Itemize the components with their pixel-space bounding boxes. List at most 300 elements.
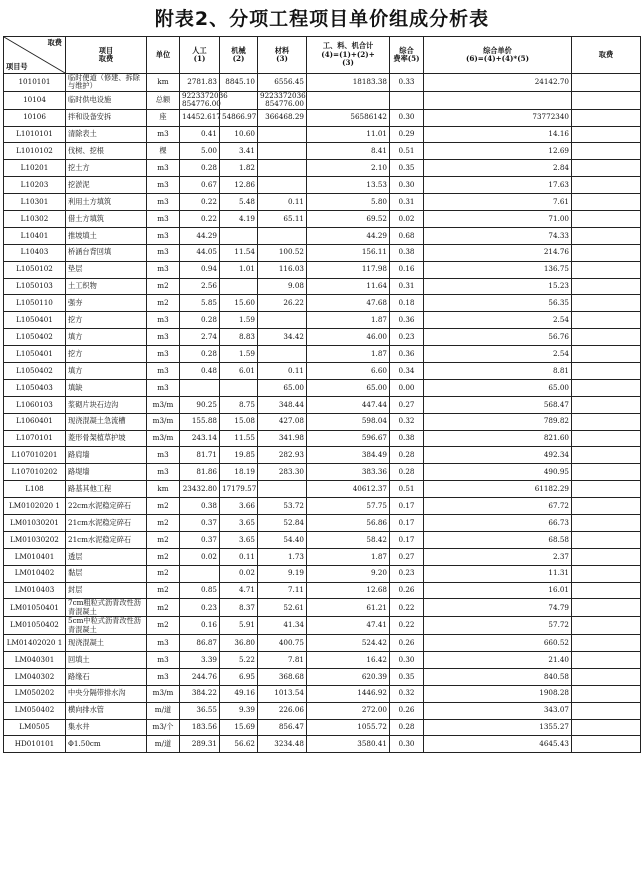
header-sum: 工、料、机合计 (4)=(1)+(2)+ (3) xyxy=(307,37,390,74)
row-code: LM040301 xyxy=(4,651,66,668)
row-fee xyxy=(572,668,641,685)
row-labor: 244.76 xyxy=(180,668,220,685)
row-unit: m3 xyxy=(147,261,180,278)
row-code: LM010401 xyxy=(4,548,66,565)
row-name: 5cm中粒式沥青改性沥青混凝土 xyxy=(66,617,147,635)
row-unit: m3/个 xyxy=(147,719,180,736)
row-code: L10201 xyxy=(4,160,66,177)
row-material: 341.98 xyxy=(258,430,307,447)
corner-header xyxy=(4,37,66,74)
table-row xyxy=(4,227,641,244)
table-row xyxy=(4,126,641,143)
row-material: 52.61 xyxy=(258,599,307,617)
row-sum: 16.42 xyxy=(307,651,390,668)
row-code: L1010102 xyxy=(4,143,66,160)
row-code: L10301 xyxy=(4,194,66,211)
row-unit: m3 xyxy=(147,177,180,194)
row-rate: 0.38 xyxy=(390,430,424,447)
row-code: L1050402 xyxy=(4,362,66,379)
row-fee xyxy=(572,413,641,430)
row-fee xyxy=(572,160,641,177)
row-material: 3234.48 xyxy=(258,736,307,753)
table-row xyxy=(4,160,641,177)
table-row xyxy=(4,464,641,481)
row-sum: 69.52 xyxy=(307,210,390,227)
table-row xyxy=(4,244,641,261)
row-unit: m/道 xyxy=(147,736,180,753)
row-material: 52.84 xyxy=(258,515,307,532)
row-material: 427.08 xyxy=(258,413,307,430)
row-price: 73772340 xyxy=(424,109,572,126)
row-code: 1010101 xyxy=(4,74,66,92)
row-material: 348.44 xyxy=(258,396,307,413)
row-unit: m3/m xyxy=(147,396,180,413)
row-labor: 44.29 xyxy=(180,227,220,244)
table-row xyxy=(4,702,641,719)
row-price: 16.01 xyxy=(424,582,572,599)
header-rate: 综合 费率(5) xyxy=(390,37,424,74)
row-name: 借土方填筑 xyxy=(66,210,147,227)
row-rate: 0.32 xyxy=(390,685,424,702)
row-sum: 47.41 xyxy=(307,617,390,635)
row-unit: m/道 xyxy=(147,702,180,719)
row-sum: 9.20 xyxy=(307,565,390,582)
row-machine xyxy=(220,379,258,396)
row-fee xyxy=(572,74,641,92)
row-code: L1050102 xyxy=(4,261,66,278)
row-rate: 0.26 xyxy=(390,702,424,719)
row-machine: 54866.97 xyxy=(220,109,258,126)
row-name: 透层 xyxy=(66,548,147,565)
table-row xyxy=(4,447,641,464)
row-material: 0.11 xyxy=(258,362,307,379)
row-sum: 447.44 xyxy=(307,396,390,413)
row-name: 现浇混凝土 xyxy=(66,635,147,652)
row-code: LM01050401 xyxy=(4,599,66,617)
row-labor: 2.56 xyxy=(180,278,220,295)
row-code: L1060103 xyxy=(4,396,66,413)
table-row xyxy=(4,312,641,329)
row-price: 56.35 xyxy=(424,295,572,312)
row-labor: 81.71 xyxy=(180,447,220,464)
row-code: L1070101 xyxy=(4,430,66,447)
row-rate: 0.30 xyxy=(390,109,424,126)
row-machine: 0.11 xyxy=(220,548,258,565)
row-fee xyxy=(572,312,641,329)
row-labor: 9223372036 854776.00 xyxy=(180,91,220,109)
row-machine: 1.59 xyxy=(220,346,258,363)
row-code: L10302 xyxy=(4,210,66,227)
row-name: 临时便道（修建、拆除与维护） xyxy=(66,74,147,92)
row-code: LM01050402 xyxy=(4,617,66,635)
row-name: 7cm粗粒式沥青改性沥青混凝土 xyxy=(66,599,147,617)
row-material: 100.52 xyxy=(258,244,307,261)
row-labor: 2781.83 xyxy=(180,74,220,92)
row-machine: 18.19 xyxy=(220,464,258,481)
row-rate: 0.68 xyxy=(390,227,424,244)
row-material xyxy=(258,160,307,177)
row-price: 8.81 xyxy=(424,362,572,379)
row-name: 菱形骨架植草护坡 xyxy=(66,430,147,447)
row-material: 116.03 xyxy=(258,261,307,278)
row-material: 65.11 xyxy=(258,210,307,227)
row-machine: 17179.57 xyxy=(220,481,258,498)
row-machine: 15.60 xyxy=(220,295,258,312)
row-sum: 2.10 xyxy=(307,160,390,177)
corner-bottom-label: 项目号 xyxy=(6,61,28,71)
row-price: 7.61 xyxy=(424,194,572,211)
row-rate: 0.34 xyxy=(390,362,424,379)
row-labor: 2.74 xyxy=(180,329,220,346)
row-unit: m3 xyxy=(147,126,180,143)
row-name: 填缺 xyxy=(66,379,147,396)
row-unit: m3 xyxy=(147,160,180,177)
row-rate: 0.22 xyxy=(390,599,424,617)
row-sum: 156.11 xyxy=(307,244,390,261)
row-unit: m3 xyxy=(147,244,180,261)
header-unit: 单位 xyxy=(147,37,180,74)
row-name: 伐树、挖根 xyxy=(66,143,147,160)
row-price: 71.00 xyxy=(424,210,572,227)
row-name: 路肩墙 xyxy=(66,447,147,464)
row-machine: 15.69 xyxy=(220,719,258,736)
row-unit: m3 xyxy=(147,635,180,652)
table-row xyxy=(4,177,641,194)
row-machine: 49.16 xyxy=(220,685,258,702)
row-unit: m2 xyxy=(147,515,180,532)
row-rate: 0.22 xyxy=(390,617,424,635)
row-material: 282.93 xyxy=(258,447,307,464)
row-labor: 81.86 xyxy=(180,464,220,481)
row-name: 现浇混凝土急流槽 xyxy=(66,413,147,430)
row-labor: 5.00 xyxy=(180,143,220,160)
row-code: L1050110 xyxy=(4,295,66,312)
row-sum: 46.00 xyxy=(307,329,390,346)
row-name: 黏层 xyxy=(66,565,147,582)
header-fee: 取费 xyxy=(572,37,641,74)
table-row xyxy=(4,379,641,396)
row-code: L1050103 xyxy=(4,278,66,295)
row-code: 10104 xyxy=(4,91,66,109)
row-unit: m3 xyxy=(147,346,180,363)
row-price: 789.82 xyxy=(424,413,572,430)
row-material: 368.68 xyxy=(258,668,307,685)
row-price: 821.60 xyxy=(424,430,572,447)
row-fee xyxy=(572,194,641,211)
row-price: 840.58 xyxy=(424,668,572,685)
row-sum: 598.04 xyxy=(307,413,390,430)
row-machine: 5.22 xyxy=(220,651,258,668)
row-rate: 0.30 xyxy=(390,651,424,668)
row-machine: 5.91 xyxy=(220,617,258,635)
row-machine: 56.62 xyxy=(220,736,258,753)
header-material: 材料 (3) xyxy=(258,37,307,74)
row-rate: 0.17 xyxy=(390,515,424,532)
row-rate: 0.31 xyxy=(390,194,424,211)
row-price: 74.33 xyxy=(424,227,572,244)
row-sum: 44.29 xyxy=(307,227,390,244)
row-rate: 0.36 xyxy=(390,312,424,329)
table-row xyxy=(4,635,641,652)
row-price: 4645.43 xyxy=(424,736,572,753)
row-code: LM0102020 1 xyxy=(4,498,66,515)
row-rate: 0.38 xyxy=(390,244,424,261)
row-price: 343.07 xyxy=(424,702,572,719)
row-price: 57.72 xyxy=(424,617,572,635)
row-code: L1050402 xyxy=(4,329,66,346)
row-fee xyxy=(572,617,641,635)
row-labor: 14452.617 xyxy=(180,109,220,126)
row-labor: 90.25 xyxy=(180,396,220,413)
row-fee xyxy=(572,464,641,481)
row-sum: 1.87 xyxy=(307,312,390,329)
row-machine: 9.39 xyxy=(220,702,258,719)
table-row xyxy=(4,261,641,278)
row-price: 2.54 xyxy=(424,312,572,329)
row-machine: 8.83 xyxy=(220,329,258,346)
row-labor: 3.39 xyxy=(180,651,220,668)
table-row xyxy=(4,278,641,295)
row-sum: 596.67 xyxy=(307,430,390,447)
row-rate: 0.18 xyxy=(390,295,424,312)
row-name: 封层 xyxy=(66,582,147,599)
row-unit: m3 xyxy=(147,651,180,668)
table-row xyxy=(4,515,641,532)
row-code: LM01030201 xyxy=(4,515,66,532)
row-material: 6556.45 xyxy=(258,74,307,92)
row-sum: 384.49 xyxy=(307,447,390,464)
row-labor: 36.55 xyxy=(180,702,220,719)
row-labor: 289.31 xyxy=(180,736,220,753)
row-code: 10106 xyxy=(4,109,66,126)
row-price: 2.54 xyxy=(424,346,572,363)
table-row xyxy=(4,651,641,668)
row-machine: 8.75 xyxy=(220,396,258,413)
row-labor xyxy=(180,565,220,582)
row-name: Φ1.50cm xyxy=(66,736,147,753)
row-rate: 0.02 xyxy=(390,210,424,227)
row-code: LM010403 xyxy=(4,582,66,599)
row-machine: 4.71 xyxy=(220,582,258,599)
row-rate: 0.31 xyxy=(390,278,424,295)
row-unit: km xyxy=(147,74,180,92)
row-price: 1908.28 xyxy=(424,685,572,702)
row-rate: 0.51 xyxy=(390,143,424,160)
header-item: 项目 取费 xyxy=(66,37,147,74)
row-fee xyxy=(572,702,641,719)
table-row xyxy=(4,346,641,363)
row-machine: 36.80 xyxy=(220,635,258,652)
row-fee xyxy=(572,498,641,515)
row-fee xyxy=(572,143,641,160)
row-rate: 0.23 xyxy=(390,329,424,346)
row-material: 9223372036 854776.00 xyxy=(258,91,307,109)
row-labor: 23432.80 xyxy=(180,481,220,498)
row-price: 74.79 xyxy=(424,599,572,617)
row-name: 集水井 xyxy=(66,719,147,736)
table-row xyxy=(4,481,641,498)
row-name: 横向排水管 xyxy=(66,702,147,719)
row-price: 65.00 xyxy=(424,379,572,396)
row-unit: km xyxy=(147,481,180,498)
row-rate: 0.27 xyxy=(390,548,424,565)
row-sum: 12.68 xyxy=(307,582,390,599)
table-row xyxy=(4,548,641,565)
row-labor: 0.28 xyxy=(180,346,220,363)
row-unit: m3 xyxy=(147,668,180,685)
row-fee xyxy=(572,227,641,244)
row-machine: 3.41 xyxy=(220,143,258,160)
row-machine: 15.08 xyxy=(220,413,258,430)
row-unit: m2 xyxy=(147,498,180,515)
row-sum: 1.87 xyxy=(307,346,390,363)
row-fee xyxy=(572,719,641,736)
row-unit: m2 xyxy=(147,295,180,312)
row-unit: m3/m xyxy=(147,430,180,447)
row-machine: 0.02 xyxy=(220,565,258,582)
row-material: 226.06 xyxy=(258,702,307,719)
row-fee xyxy=(572,599,641,617)
row-machine: 3.66 xyxy=(220,498,258,515)
row-sum: 65.00 xyxy=(307,379,390,396)
row-unit: m2 xyxy=(147,599,180,617)
row-material xyxy=(258,346,307,363)
row-rate: 0.17 xyxy=(390,531,424,548)
row-price: 568.47 xyxy=(424,396,572,413)
row-sum: 57.75 xyxy=(307,498,390,515)
row-unit: m3 xyxy=(147,379,180,396)
row-price: 2.37 xyxy=(424,548,572,565)
row-material: 0.11 xyxy=(258,194,307,211)
row-material: 1013.54 xyxy=(258,685,307,702)
row-fee xyxy=(572,329,641,346)
row-machine: 8845.10 xyxy=(220,74,258,92)
row-name: 中央分隔带排水沟 xyxy=(66,685,147,702)
row-labor: 155.88 xyxy=(180,413,220,430)
row-sum: 524.42 xyxy=(307,635,390,652)
row-machine: 3.65 xyxy=(220,531,258,548)
row-material: 856.47 xyxy=(258,719,307,736)
row-unit: m3 xyxy=(147,447,180,464)
row-price: 14.16 xyxy=(424,126,572,143)
row-code: L1060401 xyxy=(4,413,66,430)
row-labor: 384.22 xyxy=(180,685,220,702)
row-code: LM040302 xyxy=(4,668,66,685)
header-labor: 人工 (1) xyxy=(180,37,220,74)
row-fee xyxy=(572,244,641,261)
row-unit: 棵 xyxy=(147,143,180,160)
row-machine xyxy=(220,227,258,244)
row-labor: 0.67 xyxy=(180,177,220,194)
row-unit: m2 xyxy=(147,278,180,295)
row-sum: 56.86 xyxy=(307,515,390,532)
row-fee xyxy=(572,91,641,109)
row-code: L10403 xyxy=(4,244,66,261)
row-labor: 0.22 xyxy=(180,210,220,227)
row-material: 41.34 xyxy=(258,617,307,635)
row-price: 660.52 xyxy=(424,635,572,652)
row-material: 53.72 xyxy=(258,498,307,515)
row-material xyxy=(258,177,307,194)
row-code: L10401 xyxy=(4,227,66,244)
row-price: 21.40 xyxy=(424,651,572,668)
row-rate xyxy=(390,91,424,109)
row-code: LM050202 xyxy=(4,685,66,702)
row-sum: 58.42 xyxy=(307,531,390,548)
row-labor: 0.94 xyxy=(180,261,220,278)
row-labor: 0.16 xyxy=(180,617,220,635)
row-sum: 56586142 xyxy=(307,109,390,126)
row-rate: 0.36 xyxy=(390,346,424,363)
row-unit: m3 xyxy=(147,464,180,481)
row-name: 22cm水泥稳定碎石 xyxy=(66,498,147,515)
row-labor: 0.48 xyxy=(180,362,220,379)
header-machine: 机械 (2) xyxy=(220,37,258,74)
row-rate: 0.33 xyxy=(390,74,424,92)
row-material xyxy=(258,143,307,160)
row-machine: 6.01 xyxy=(220,362,258,379)
row-machine: 3.65 xyxy=(220,515,258,532)
row-name: 利用土方填筑 xyxy=(66,194,147,211)
row-fee xyxy=(572,582,641,599)
header-row xyxy=(4,37,641,74)
page-title: 附表2、分项工程项目单价组成分析表 xyxy=(154,8,490,30)
table-row xyxy=(4,531,641,548)
row-material: 9.19 xyxy=(258,565,307,582)
table-row xyxy=(4,74,641,92)
row-rate: 0.30 xyxy=(390,177,424,194)
row-material: 65.00 xyxy=(258,379,307,396)
row-fee xyxy=(572,651,641,668)
row-name: 路缘石 xyxy=(66,668,147,685)
row-name: 土工织物 xyxy=(66,278,147,295)
row-name: 推坡填土 xyxy=(66,227,147,244)
row-unit: m2 xyxy=(147,548,180,565)
table-row xyxy=(4,295,641,312)
row-name: 回填土 xyxy=(66,651,147,668)
table-row xyxy=(4,396,641,413)
row-unit: m2 xyxy=(147,531,180,548)
table-row xyxy=(4,194,641,211)
table-row xyxy=(4,91,641,109)
row-sum: 1.87 xyxy=(307,548,390,565)
row-fee xyxy=(572,210,641,227)
row-sum: 6.60 xyxy=(307,362,390,379)
row-code: LM01030202 xyxy=(4,531,66,548)
table-row xyxy=(4,565,641,582)
table-row xyxy=(4,617,641,635)
row-rate: 0.35 xyxy=(390,160,424,177)
row-material: 1.73 xyxy=(258,548,307,565)
row-price: 68.58 xyxy=(424,531,572,548)
row-unit: m3 xyxy=(147,194,180,211)
row-name: 垫层 xyxy=(66,261,147,278)
row-machine: 1.59 xyxy=(220,312,258,329)
row-name: 强夯 xyxy=(66,295,147,312)
unit-price-table xyxy=(3,36,641,753)
row-sum: 13.53 xyxy=(307,177,390,194)
row-price: 61182.29 xyxy=(424,481,572,498)
row-price: 136.75 xyxy=(424,261,572,278)
row-sum: 18183.38 xyxy=(307,74,390,92)
row-unit: 座 xyxy=(147,109,180,126)
table-row xyxy=(4,582,641,599)
row-fee xyxy=(572,531,641,548)
row-name: 挖淤泥 xyxy=(66,177,147,194)
row-code: L1050401 xyxy=(4,312,66,329)
row-rate: 0.28 xyxy=(390,447,424,464)
row-machine xyxy=(220,278,258,295)
